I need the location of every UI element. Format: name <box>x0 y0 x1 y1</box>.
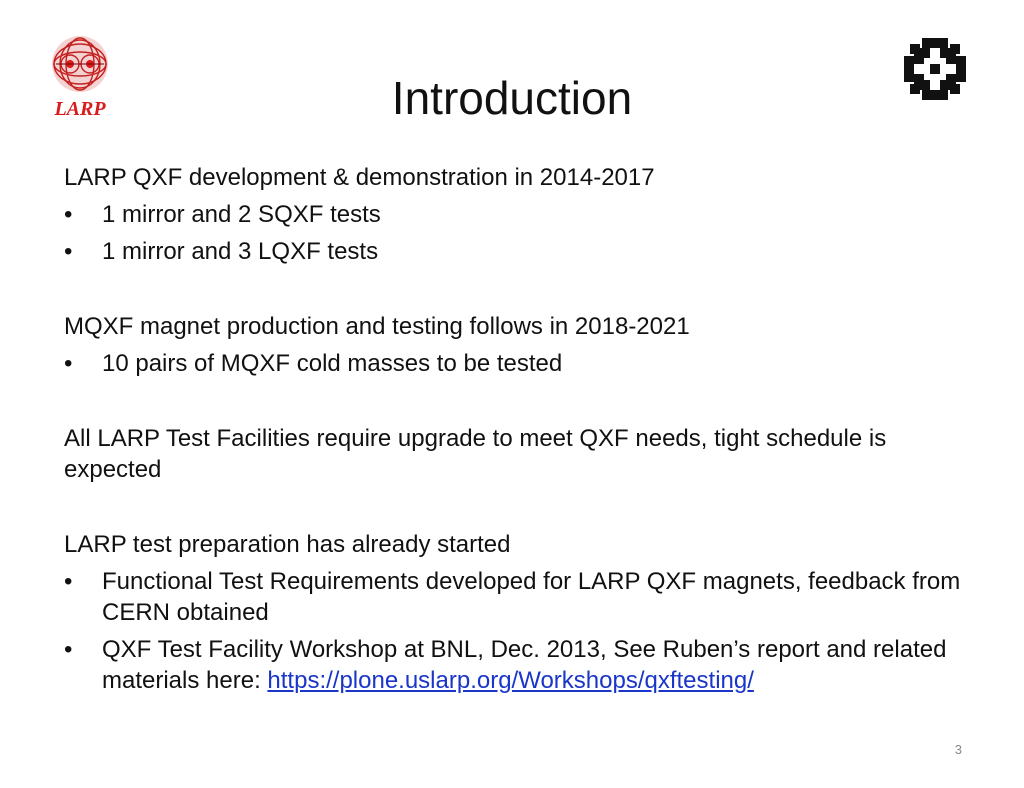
bullet-icon: • <box>64 238 73 265</box>
section-heading: All LARP Test Facilities require upgrade to meet QXF needs, tight schedule is expected <box>64 425 887 483</box>
bullet-text: 10 pairs of MQXF cold masses to be tested <box>102 350 563 377</box>
section-heading: MQXF magnet production and testing follows in 2018-2021 <box>64 313 690 340</box>
bullet-text: 1 mirror and 2 SQXF tests <box>102 201 381 228</box>
bullet-text: QXF Test Facility Workshop at BNL, Dec. 2013, See Ruben’s report and related materials here: <box>102 636 947 694</box>
bullet-text: 1 mirror and 3 LQXF tests <box>102 238 379 265</box>
section-heading: LARP test preparation has already started <box>64 531 511 558</box>
list-item <box>64 348 984 379</box>
section-test-preparation <box>64 529 984 696</box>
list-item <box>64 566 984 628</box>
bullet-icon: • <box>64 350 73 377</box>
section-larp-qxf <box>64 162 984 267</box>
slide-title: Introduction <box>391 72 633 124</box>
fermilab-logo-icon <box>902 36 968 102</box>
bullet-icon: • <box>64 568 73 595</box>
bullet-text: Functional Test Requirements developed for LARP QXF magnets, feedback from CERN obtained <box>102 568 961 626</box>
section-test-facilities <box>64 423 984 485</box>
list-item <box>64 236 984 267</box>
fermilab-logo <box>902 36 968 102</box>
list-item <box>64 634 984 696</box>
section-heading: LARP QXF development & demonstration in 2014-2017 <box>64 164 655 191</box>
list-item <box>64 199 984 230</box>
bullet-icon: • <box>64 636 73 663</box>
larp-logo-text: LARP <box>54 98 106 120</box>
slide-content <box>64 162 984 740</box>
section-mqxf <box>64 311 984 379</box>
bullet-icon: • <box>64 201 73 228</box>
workshop-link[interactable]: https://plone.uslarp.org/Workshops/qxftesting/ <box>267 667 754 694</box>
page-number: 3 <box>954 742 962 757</box>
